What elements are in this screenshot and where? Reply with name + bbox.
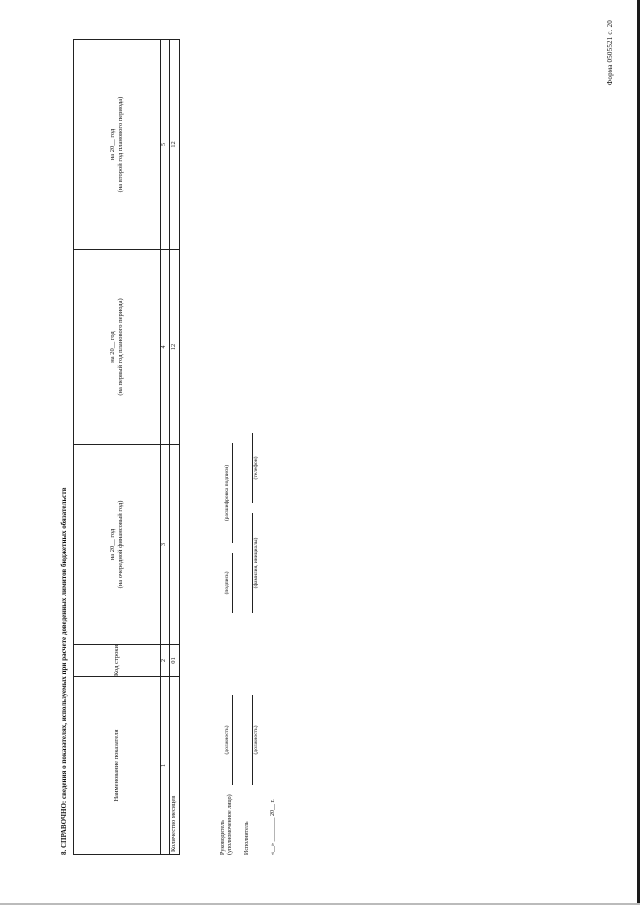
head-label: Руководитель bbox=[220, 820, 226, 855]
position-caption: (должность) bbox=[224, 725, 230, 755]
row-value-year3: 12 bbox=[170, 40, 180, 250]
section-title: 8. СПРАВОЧНО: сведения о показателях, используемых при расчете доведенных лимитов бюджетных обязательств bbox=[60, 487, 68, 855]
signature-caption: (подпись) bbox=[224, 571, 230, 595]
rotated-form-page bbox=[60, 20, 620, 885]
position-line bbox=[232, 695, 233, 785]
form-label: Форма 0505521 с. 20 bbox=[606, 20, 614, 86]
row-value-year1 bbox=[170, 445, 180, 645]
row-value-year2: 12 bbox=[170, 250, 180, 445]
signature-block bbox=[212, 255, 302, 855]
column-number-row bbox=[161, 40, 170, 855]
row-code: 01 bbox=[170, 645, 180, 677]
executor-fio-caption: (фамилия, инициалы) bbox=[253, 537, 259, 589]
column-number: 4 bbox=[161, 250, 170, 445]
indicators-table bbox=[73, 39, 180, 855]
executor-position-caption: (должность) bbox=[253, 725, 259, 755]
header-year1-subtitle: (на очередной финансовый год) bbox=[117, 500, 124, 589]
header-indicator-name: Наименование показателя bbox=[74, 677, 161, 855]
table-row bbox=[170, 40, 180, 855]
header-year3-subtitle: (на второй год планового периода) bbox=[117, 96, 124, 193]
header-year2-subtitle: (на первый год планового периода) bbox=[117, 298, 124, 396]
executor-label: Исполнитель bbox=[244, 821, 250, 855]
column-number: 1 bbox=[161, 677, 170, 855]
header-row-code: Код строки bbox=[74, 645, 161, 677]
header-year1-title: на 20__ год bbox=[108, 528, 116, 561]
row-indicator-name: Количество месяцев bbox=[170, 677, 180, 855]
column-number: 5 bbox=[161, 40, 170, 250]
head-sublabel: (уполномоченное лицо) bbox=[227, 794, 233, 855]
decoded-signature-line bbox=[232, 443, 233, 543]
date-line: «__» ________ 20__ г. bbox=[270, 799, 276, 855]
column-number: 2 bbox=[161, 645, 170, 677]
signature-line bbox=[232, 553, 233, 613]
header-year3-title: на 20__ год bbox=[108, 128, 116, 161]
header-year3 bbox=[74, 40, 161, 250]
executor-phone-caption: (телефон) bbox=[253, 456, 259, 480]
header-year1 bbox=[74, 445, 161, 645]
header-year2-title: на 20__ год bbox=[108, 331, 116, 363]
decoded-signature-caption: (расшифровка подписи) bbox=[224, 464, 230, 522]
table-header-row bbox=[74, 40, 161, 855]
column-number: 3 bbox=[161, 445, 170, 645]
header-year2 bbox=[74, 250, 161, 445]
